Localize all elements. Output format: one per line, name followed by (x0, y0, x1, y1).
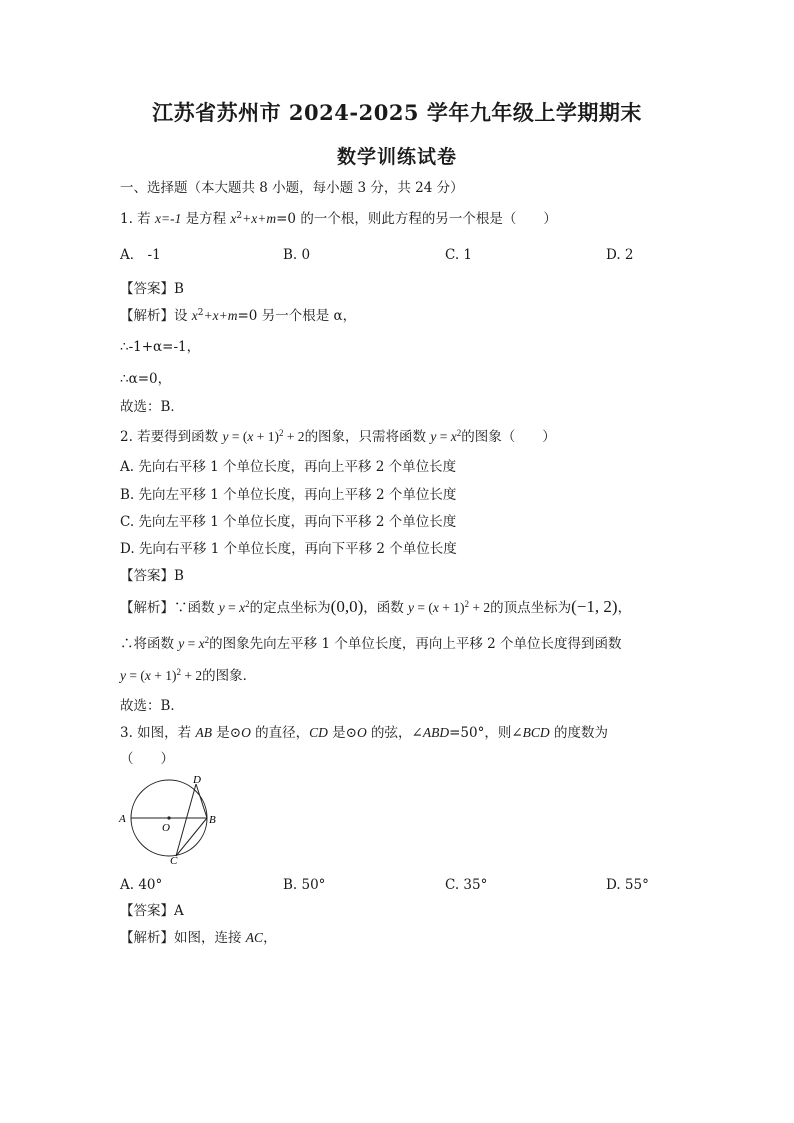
q1-conclusion: 故选：B． (120, 399, 184, 415)
label-a: A (119, 813, 126, 825)
q1-option-c: C. 1 (445, 247, 473, 263)
q3-option-a: A. 40° (120, 877, 163, 893)
q3-option-d: D. 55° (606, 877, 649, 893)
q3-stem-paren: （ ） (120, 751, 174, 767)
q3-stem: 3. 如图，若 AB 是⊙O 的直径，CD 是⊙O 的弦，∠ABD=50°，则∠BCD 的度数为 (120, 725, 608, 741)
q2-option-a: A. 先向右平移 1 个单位长度，再向上平移 2 个单位长度 (120, 459, 457, 475)
label-c: C (170, 855, 178, 867)
label-b: B (209, 814, 216, 826)
q3-option-b: B. 50° (283, 877, 326, 893)
label-o: O (162, 822, 170, 834)
section-heading: 一、选择题（本大题共 8 小题，每小题 3 分，共 24 分） (120, 180, 464, 196)
q2-stem: 2. 若要得到函数 $y = (x + 1)^2 + 2$的图象，只需将函数 $y = x^2$的图象（ ） (120, 428, 556, 445)
title-line-2: 数学训练试卷 (336, 146, 457, 168)
q1-stem: 1. 若 x=-1 是方程 $x^2+x+m=0$ 的一个根，则此方程的另一个根是（ ） (120, 211, 557, 227)
segment-bd (196, 784, 207, 818)
center-dot (167, 816, 170, 819)
q3-answer: 【答案】A (120, 903, 184, 919)
q2-analysis-line-1: 【解析】∵函数 $y = x^2$的定点坐标为(0,0)，函数 $y = (x + 1)^2 + 2$的顶点坐标为(−1, 2)， (120, 597, 632, 616)
q3-analysis: 【解析】如图，连接 AC， (120, 930, 277, 946)
q1-step-1: ∴-1+α=-1， (120, 339, 201, 355)
q1-answer: 【答案】B (120, 281, 184, 297)
q1-option-d: D. 2 (606, 247, 634, 263)
q1-analysis: 【解析】设 $x^2+x+m=0$ 另一个根是 α， (120, 308, 357, 324)
q3-option-c: C. 35° (445, 877, 488, 893)
q2-analysis-line-2: ∴将函数 $y = x^2$的图象先向左平移 1 个单位长度，再向上平移 2 个单位长度得到函数 (120, 635, 622, 652)
q1-option-b: B. 0 (283, 247, 311, 263)
q2-answer: 【答案】B (120, 568, 184, 584)
title-line-1: 江苏省苏州市 2024-2025 学年九年级上学期期末 (152, 100, 642, 125)
label-d: D (193, 774, 201, 786)
q2-option-b: B. 先向左平移 1 个单位长度，再向上平移 2 个单位长度 (120, 487, 457, 503)
q1-step-2: ∴α=0， (120, 371, 172, 387)
chord-cd (176, 784, 196, 856)
q2-option-c: C. 先向左平移 1 个单位长度，再向下平移 2 个单位长度 (120, 514, 457, 530)
q1-option-a: A． -1 (120, 247, 161, 263)
q2-analysis-line-3: $y = (x + 1)^2 + 2$的图象． (120, 667, 257, 684)
q2-option-d: D. 先向右平移 1 个单位长度，再向下平移 2 个单位长度 (120, 541, 457, 557)
q2-conclusion: 故选：B． (120, 698, 184, 714)
circle-diagram (116, 772, 228, 870)
